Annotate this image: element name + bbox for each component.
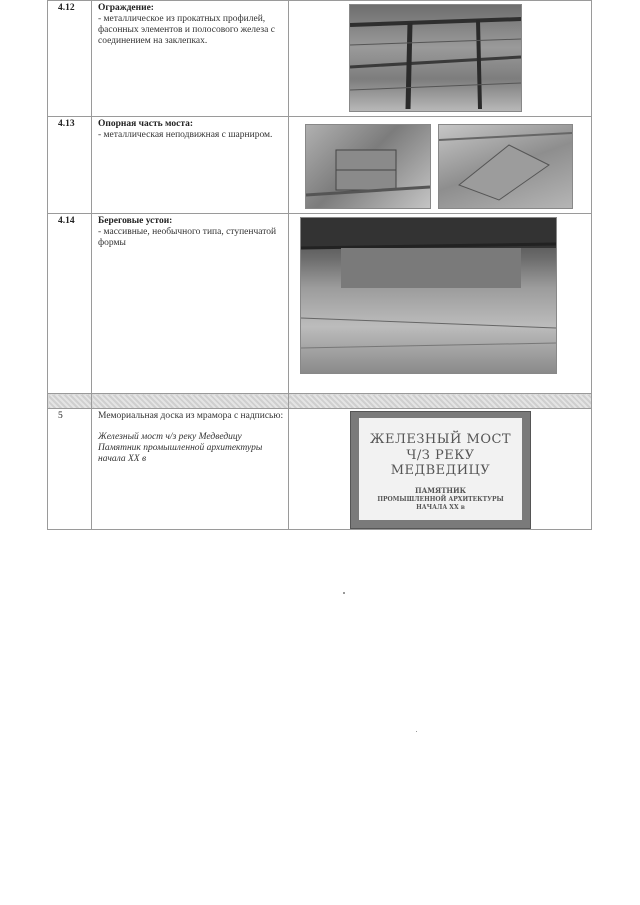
row-description [92,214,289,394]
memorial-plaque-photo [350,411,531,529]
row-number: 5 [48,409,92,530]
row-title: Ограждение: [98,3,154,13]
row-text: - металлическая неподвижная с шарниром. [98,130,273,140]
row-number: 4.12 [48,1,92,117]
row-number: 4.13 [48,117,92,214]
inscription-text: Железный мост ч/з реку Медведицу Памятник промышленной архитектуры начала XX в [98,432,263,464]
bearing-illustration [439,125,572,208]
plaque-line: Ч/З РЕКУ МЕДВЕДИЦУ [390,448,491,478]
row-title: Береговые устои: [98,216,173,226]
bearing-illustration [306,125,430,208]
row-text: - металлическое из прокатных профилей, фасонных элементов и полосового железа с соединением на заклепках. [98,14,275,46]
plaque-line: ПРОМЫШЛЕННОЙ АРХИТЕКТУРЫ [377,496,504,503]
plaque-line: НАЧАЛА XX в [416,504,465,511]
abutment-photo [300,217,557,374]
bearing-photo-right [438,124,573,209]
plaque-line: ПАМЯТНИК [414,486,467,495]
row-description [92,409,289,530]
railing-photo [349,4,522,112]
row-number: 4.14 [48,214,92,394]
row-text: Мемориальная доска из мрамора с надписью: [98,411,284,421]
row-text: - массивные, необычного типа, ступенчатой формы [98,227,277,248]
bearing-photo-left [305,124,431,209]
separator-row [48,394,592,409]
row-title: Опорная часть моста: [98,119,194,129]
row-description [92,117,289,214]
row-description [92,1,289,117]
scan-speck [416,731,417,732]
scan-speck [343,592,345,594]
railing-illustration [350,5,521,111]
plaque-surface [359,418,522,520]
abutment-illustration [301,218,556,373]
plaque-line: ЖЕЛЕЗНЫЙ МОСТ [369,432,512,447]
